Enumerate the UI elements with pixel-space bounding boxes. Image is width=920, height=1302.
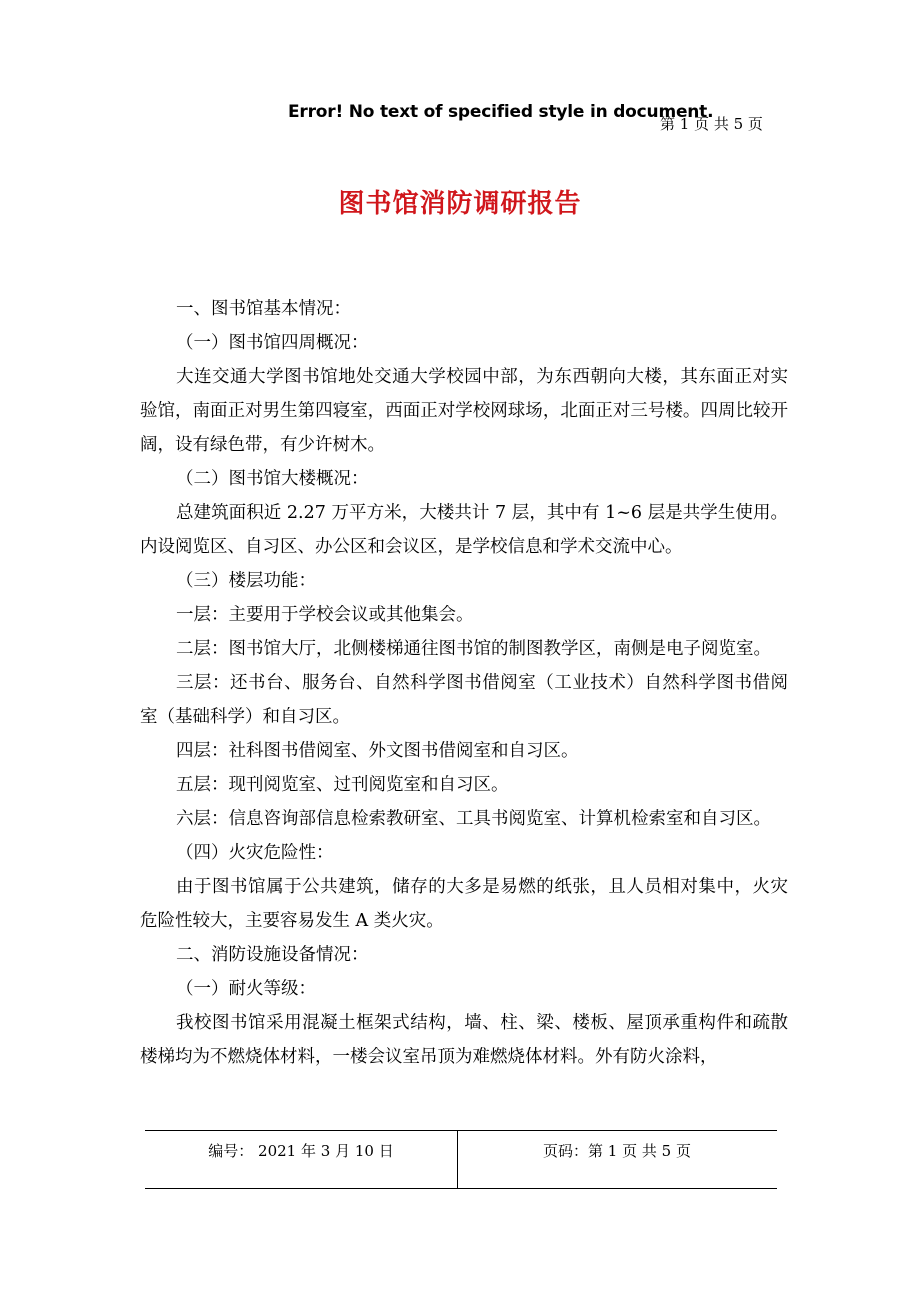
footer-page-number: 页码：第 1 页 共 5 页 <box>543 1142 691 1160</box>
paragraph: 我校图书馆采用混凝土框架式结构，墙、柱、梁、楼板、屋顶承重构件和疏散楼梯均为不燃烧体材料，一楼会议室吊顶为难燃烧体材料。外有防火涂料， <box>140 1013 788 1067</box>
header-error-text: Error! No text of specified style in document. <box>288 102 714 122</box>
footer-bottom-rule <box>145 1188 777 1189</box>
subsection-heading: （一）图书馆四周概况： <box>176 333 369 353</box>
paragraph: 三层：还书台、服务台、自然科学图书借阅室（工业技术）自然科学图书借阅室（基础科学）和自习区。 <box>140 673 788 727</box>
document-title: 图书馆消防调研报告 <box>338 189 582 219</box>
subsection-heading: （四）火灾危险性： <box>176 843 334 863</box>
paragraph: 总建筑面积近 2.27 万平方米，大楼共计 7 层，其中有 1~6 层是共学生使用。内设阅览区、自习区、办公区和会议区，是学校信息和学术交流中心。 <box>140 503 788 557</box>
header-page-indicator: 第 1 页 共 5 页 <box>660 115 763 133</box>
section-heading: 一、图书馆基本情况： <box>176 299 351 319</box>
document-body <box>140 292 788 1074</box>
subsection-heading: （二）图书馆大楼概况： <box>176 469 369 489</box>
subsection-heading: （三）楼层功能： <box>176 571 316 591</box>
paragraph: 五层：现刊阅览室、过刊阅览室和自习区。 <box>176 775 509 795</box>
section-heading: 二、消防设施设备情况： <box>176 945 369 965</box>
paragraph: 二层：图书馆大厅，北侧楼梯通往图书馆的制图教学区，南侧是电子阅览室。 <box>176 639 771 659</box>
paragraph: 六层：信息咨询部信息检索教研室、工具书阅览室、计算机检索室和自习区。 <box>176 809 771 829</box>
paragraph: 一层：主要用于学校会议或其他集会。 <box>176 605 474 625</box>
paragraph: 大连交通大学图书馆地处交通大学校园中部，为东西朝向大楼，其东面正对实验馆，南面正对男生第四寝室，西面正对学校网球场，北面正对三号楼。四周比较开阔，设有绿色带，有少许树木。 <box>140 367 788 455</box>
footer-number-date: 编号： 2021 年 3 月 10 日 <box>208 1142 394 1160</box>
paragraph: 四层：社科图书借阅室、外文图书借阅室和自习区。 <box>176 741 579 761</box>
subsection-heading: （一）耐火等级： <box>176 979 316 999</box>
paragraph: 由于图书馆属于公共建筑，储存的大多是易燃的纸张，且人员相对集中，火灾危险性较大，主要容易发生 A 类火灾。 <box>140 877 788 931</box>
footer-top-rule <box>145 1130 777 1131</box>
